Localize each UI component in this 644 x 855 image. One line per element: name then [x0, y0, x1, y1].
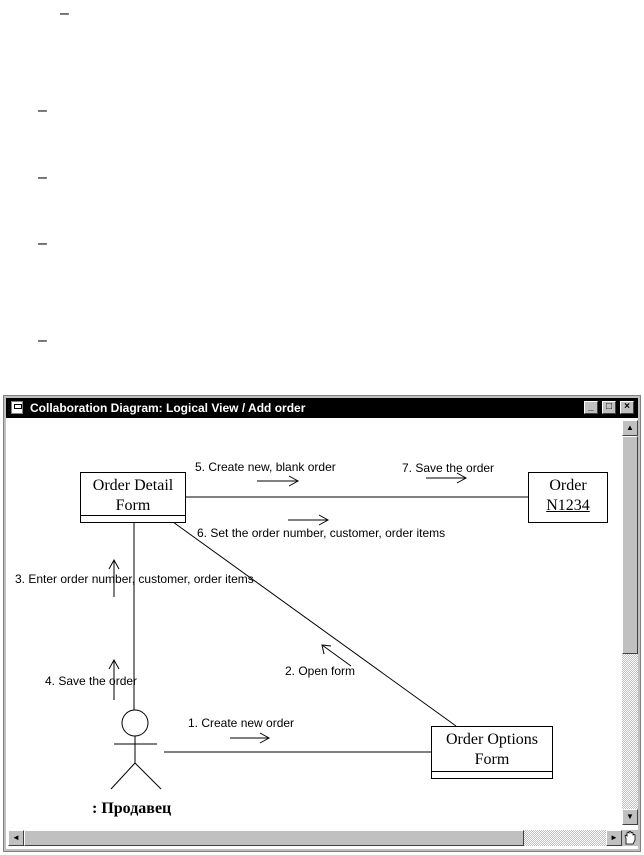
- object-compartment: [432, 771, 552, 776]
- bullet-dash: –: [60, 5, 69, 22]
- object-order-detail-form[interactable]: [80, 472, 186, 523]
- actor-label[interactable]: : Продавец: [92, 800, 172, 817]
- object-compartment: [81, 515, 185, 520]
- message-label-1[interactable]: 1. Create new order: [188, 716, 295, 730]
- close-button[interactable]: ×: [620, 401, 634, 414]
- scroll-right-button[interactable]: ►: [606, 830, 622, 846]
- arrow-msg-5: [257, 476, 298, 486]
- message-label-4[interactable]: 4. Save the order: [45, 674, 138, 688]
- scroll-left-button[interactable]: ◄: [8, 830, 24, 846]
- vertical-scroll-thumb[interactable]: [622, 436, 638, 654]
- bullet-dash: –: [38, 235, 47, 252]
- link-form-options: [173, 522, 456, 726]
- horizontal-scroll-thumb[interactable]: [24, 830, 524, 846]
- bullet-dash: –: [38, 169, 47, 186]
- message-label-3[interactable]: 3. Enter order number, customer, order items: [15, 572, 254, 586]
- vertical-scrollbar[interactable]: [622, 420, 638, 825]
- object-name-line: Form: [474, 751, 510, 768]
- object-name-line: Order Options: [446, 731, 538, 748]
- title-bar[interactable]: [6, 398, 638, 418]
- object-order[interactable]: [528, 472, 608, 523]
- actor-head: [122, 710, 148, 736]
- bullet-dash: –: [38, 102, 47, 119]
- minimize-button[interactable]: _: [584, 401, 598, 414]
- horizontal-scrollbar[interactable]: [8, 830, 622, 846]
- bullet-dash: –: [38, 332, 47, 349]
- message-label-6[interactable]: 6. Set the order number, customer, order items: [197, 526, 446, 540]
- pan-hand-icon[interactable]: [622, 830, 638, 846]
- scroll-down-button[interactable]: ▼: [622, 809, 638, 825]
- message-label-5[interactable]: 5. Create new, blank order: [195, 460, 336, 474]
- window-icon[interactable]: [11, 401, 23, 414]
- object-name-line: N1234: [546, 497, 590, 514]
- object-name-line: Order Detail: [92, 477, 174, 494]
- object-order-options-form[interactable]: [431, 726, 553, 779]
- arrow-msg-1: [230, 733, 269, 743]
- diagram-canvas[interactable]: [8, 420, 622, 830]
- window-title: Collaboration Diagram: Logical View / Add order: [30, 401, 306, 415]
- object-name-line: Form: [115, 497, 151, 514]
- message-label-2[interactable]: 2. Open form: [285, 664, 356, 678]
- scroll-up-button[interactable]: ▲: [622, 420, 638, 436]
- actor-right-leg: [135, 763, 161, 789]
- actor-left-leg: [111, 763, 135, 789]
- arrow-msg-2: [322, 645, 351, 666]
- maximize-button[interactable]: □: [602, 401, 616, 414]
- object-name-line: Order: [549, 477, 587, 494]
- arrow-msg-6: [288, 515, 328, 525]
- collaboration-diagram-window: [4, 396, 640, 851]
- message-label-7[interactable]: 7. Save the order: [402, 461, 495, 475]
